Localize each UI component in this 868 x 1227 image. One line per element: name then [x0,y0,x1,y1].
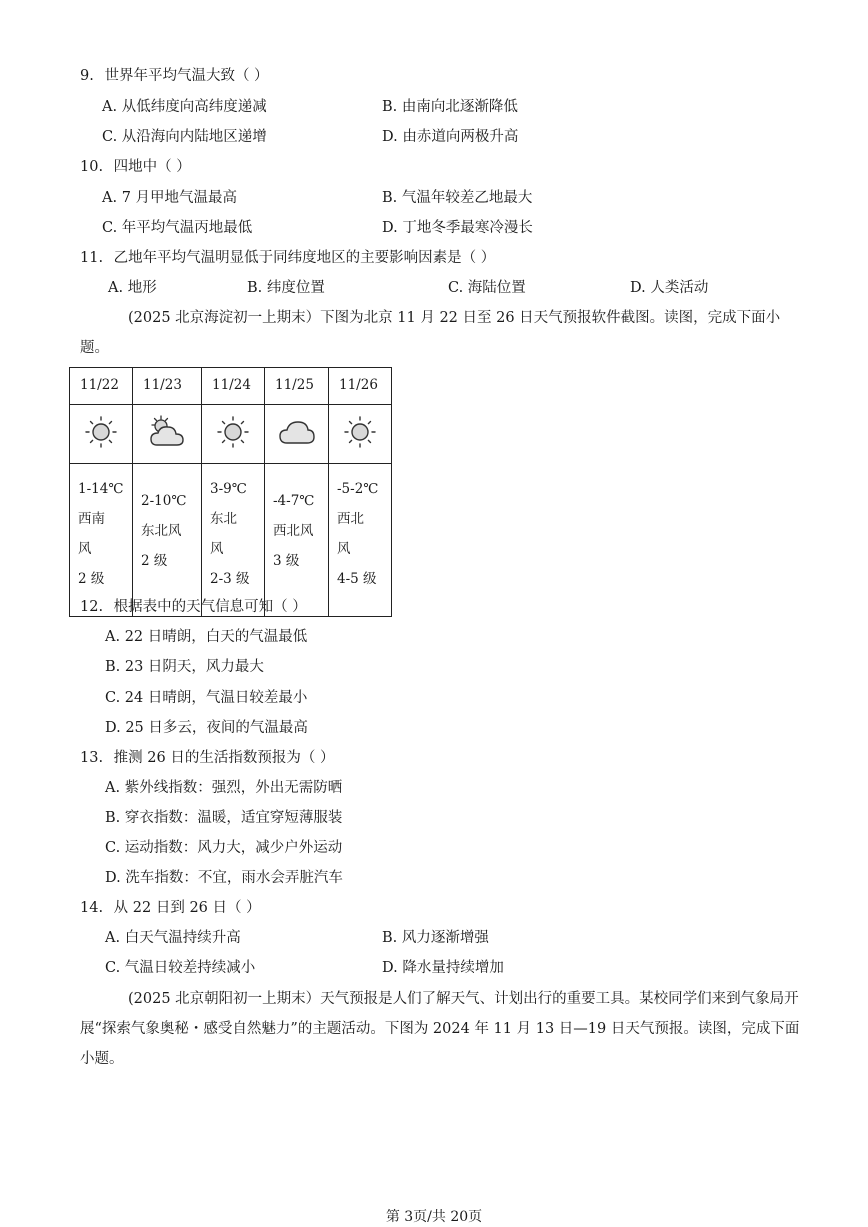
temperature-range: 2-10℃ [141,493,187,509]
option-text: 22 日晴朗，白天的气温最低 [124,629,308,645]
cloud-icon [277,415,317,449]
option-label: A. [105,629,121,645]
option-text: 由赤道向两极升高 [402,129,519,145]
option-label: C. [448,280,464,296]
question-stem: 从 22 日到 26 日（ ） [113,900,261,916]
option-label: B. [247,280,263,296]
option-13-a[interactable] [105,778,342,798]
question-stem: 世界年平均气温大致（ ） [104,68,269,84]
option-label: B. [382,930,398,946]
wind-direction: 东北 [210,511,237,527]
option-text: 风力逐渐增强 [401,930,489,946]
weather-info-cell [329,464,392,617]
option-text: 气温日较差持续减小 [124,960,256,976]
weather-info-cell [265,464,329,617]
passage-intro-1: (2025 北京海淀初一上期末）下图为北京 11 月 22 日至 26 日天气预报软件截图。读图，完成下面小题。 [80,310,781,356]
option-12-b[interactable] [105,657,264,677]
option-text: 紫外线指数：强烈，外出无需防晒 [124,780,343,796]
option-10-a[interactable] [102,188,237,208]
option-label: A. [105,930,121,946]
date-cell: 11/22 [70,368,133,405]
temperature-range: 1-14℃ [78,481,124,497]
option-14-d[interactable] [382,958,504,978]
icon-cell [202,405,265,464]
question-13 [80,748,334,768]
question-10 [80,157,191,177]
option-label: C. [105,960,121,976]
option-9-d[interactable] [382,127,518,147]
question-14 [80,898,261,918]
question-number: 13. [80,750,104,766]
option-label: B. [382,190,398,206]
option-9-b[interactable] [382,97,518,117]
option-13-d[interactable] [105,868,343,888]
question-stem: 根据表中的天气信息可知（ ） [113,599,307,615]
question-9 [80,66,269,86]
option-11-c[interactable] [448,278,526,298]
wind-direction: 西北风 [273,523,314,539]
icon-row [70,405,392,464]
option-11-d[interactable] [630,278,708,298]
date-cell: 11/26 [329,368,392,405]
option-label: C. [102,129,118,145]
option-label: A. [102,99,118,115]
option-12-d[interactable] [105,718,308,738]
wind-direction: 风 [210,541,224,557]
option-label: A. [102,190,118,206]
option-text: 运动指数：风力大，减少户外运动 [124,840,343,856]
option-text: 丁地冬季最寒冷漫长 [402,220,533,236]
option-label: D. [630,280,646,296]
option-12-c[interactable] [105,688,307,708]
icon-cell [70,405,133,464]
wind-level: 4-5 级 [337,571,377,587]
option-14-c[interactable] [105,958,255,978]
option-text: 地形 [127,280,157,296]
option-label: D. [105,720,121,736]
wind-level: 3 级 [273,553,300,569]
option-text: 24 日晴朗，气温日较差最小 [124,690,308,706]
weather-info-cell [133,464,202,617]
date-cell: 11/25 [265,368,329,405]
option-label: A. [105,780,121,796]
option-text: 23 日阴天，风力最大 [124,659,264,675]
option-9-c[interactable] [102,127,267,147]
option-text: 洗车指数：不宜，雨水会弄脏汽车 [125,870,343,886]
icon-cell [329,405,392,464]
option-text: 从低纬度向高纬度递减 [121,99,267,115]
option-14-a[interactable] [105,928,241,948]
wind-direction: 西南 [78,511,105,527]
temperature-range: -5-2℃ [337,481,379,497]
sun-icon [216,415,250,449]
option-text: 从沿海向内陆地区递增 [121,129,267,145]
icon-cell [133,405,202,464]
date-cell: 11/23 [133,368,202,405]
option-label: C. [102,220,118,236]
wind-level: 2-3 级 [210,571,250,587]
sun-icon [84,415,118,449]
icon-cell [265,405,329,464]
option-label: D. [382,220,398,236]
option-13-c[interactable] [105,838,342,858]
wind-level: 2 级 [78,571,105,587]
option-text: 海陆位置 [467,280,526,296]
option-label: D. [105,870,121,886]
question-stem: 乙地年平均气温明显低于同纬度地区的主要影响因素是（ ） [113,250,496,266]
weather-forecast-table [69,367,392,617]
date-row [70,368,392,405]
question-number: 12. [80,599,104,615]
option-10-b[interactable] [382,188,532,208]
option-label: B. [382,99,398,115]
option-14-b[interactable] [382,928,489,948]
option-label: D. [382,960,398,976]
option-text: 由南向北逐渐降低 [401,99,518,115]
option-9-a[interactable] [102,97,267,117]
option-10-c[interactable] [102,218,252,238]
sun-icon [343,415,377,449]
temperature-range: 3-9℃ [210,481,247,497]
option-text: 白天气温持续升高 [124,930,241,946]
option-11-a[interactable] [108,278,157,298]
option-text: 气温年较差乙地最大 [401,190,533,206]
option-text: 25 日多云，夜间的气温最高 [125,720,308,736]
option-text: 人类活动 [650,280,709,296]
temperature-range: -4-7℃ [273,493,315,509]
option-label: A. [108,280,124,296]
wind-direction: 东北风 [141,523,182,539]
option-10-d[interactable] [382,218,533,238]
option-text: 降水量持续增加 [402,960,504,976]
page-number: 第 3页/共 20页 [385,1209,483,1225]
option-12-a[interactable] [105,627,307,647]
wind-direction: 风 [337,541,351,557]
option-11-b[interactable] [247,278,325,298]
option-text: 年平均气温丙地最低 [121,220,253,236]
option-label: B. [105,810,121,826]
option-label: C. [105,690,121,706]
wind-direction: 风 [78,541,92,557]
question-11 [80,248,495,268]
weather-info-cell [70,464,133,617]
option-label: C. [105,840,121,856]
question-12 [80,597,307,617]
option-text: 7 月甲地气温最高 [121,190,238,206]
weather-info-cell [202,464,265,617]
question-number: 10. [80,159,104,175]
passage-intro-2: (2025 北京朝阳初一上期末）天气预报是人们了解天气、计划出行的重要工具。某校同学们来到气象局开展“探索气象奥秘・感受自然魅力”的主题活动。下图为 2024 年 11 月 13 日—19 日天气预报。读图，完成下面小题。 [80,991,800,1067]
wind-level: 2 级 [141,553,168,569]
option-text: 穿衣指数：温暖，适宜穿短薄服装 [124,810,343,826]
question-stem: 四地中（ ） [113,159,191,175]
question-stem: 推测 26 日的生活指数预报为（ ） [113,750,335,766]
option-13-b[interactable] [105,808,342,828]
option-text: 纬度位置 [266,280,325,296]
question-number: 9. [80,68,94,84]
option-label: D. [382,129,398,145]
question-number: 11. [80,250,104,266]
date-cell: 11/24 [202,368,265,405]
wind-direction: 西北 [337,511,364,527]
option-label: B. [105,659,121,675]
question-number: 14. [80,900,104,916]
info-row [70,464,392,617]
sun-cloud-icon [147,415,187,449]
